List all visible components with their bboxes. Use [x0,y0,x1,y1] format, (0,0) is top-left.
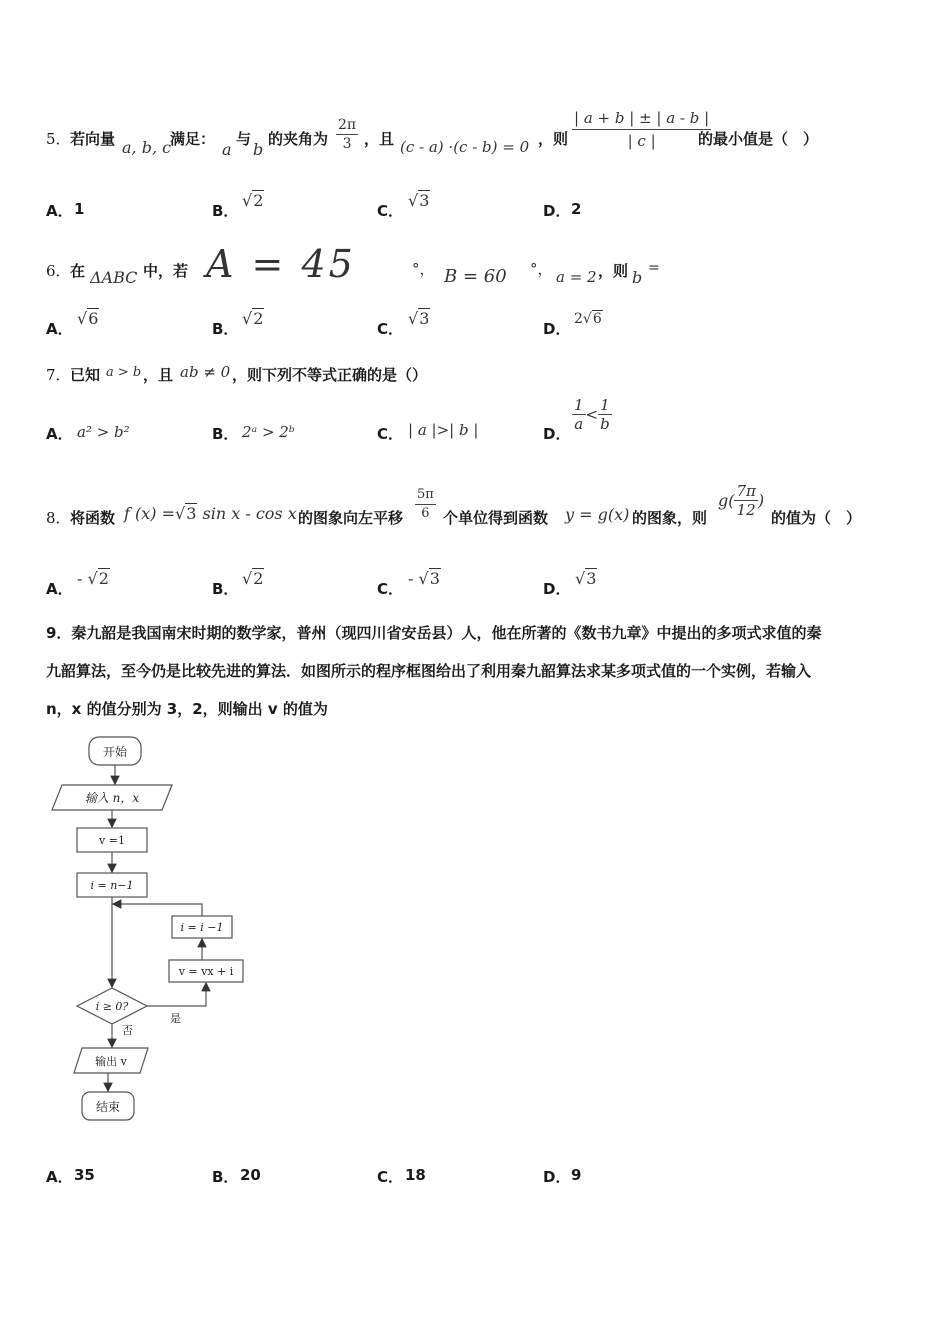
q8-option-c-value: - √3 [408,569,440,588]
q5-option-d-label: D． [543,202,571,220]
q8-text-2: 的图象向左平移 [298,509,404,527]
q7-d-relation: < [585,405,599,424]
q6-number: 6． [46,262,71,280]
q8-option-d-radicand: 3 [586,569,597,588]
q7-option-d-label: D． [543,425,571,443]
flow-input-label: 输入 n，x [84,791,140,805]
q8-function: f (x) =√3 sin x - cos x [124,504,297,523]
q5-option-b-value: √2 [242,191,264,210]
q8-option-a-label: A． [46,580,73,598]
q6-option-c-value: √3 [408,309,430,328]
flow-end-label: 结束 [95,1100,121,1114]
q7-d-numerator-2: 1 [598,396,612,415]
q5-option-d-value: 2 [571,200,582,218]
flow-start-label: 开始 [102,745,128,759]
q7-d-numerator-1: 1 [574,396,584,414]
q8-g-close: ) [757,491,765,510]
q9-option-d-value: 9 [571,1166,582,1184]
q5-option-a-label: A． [46,202,73,220]
q5-option-b-radicand: 2 [253,191,264,210]
q6-option-d-radicand: 6 [592,311,602,327]
q5-text-3: 与 [236,130,252,148]
q5-text-6: ，则 [538,130,569,148]
flow-v-init-label: v =1 [99,834,125,847]
q6-option-b-label: B． [212,320,239,338]
q6-option-a-radicand: 6 [88,309,99,328]
q7-option-d-value [572,396,612,433]
q6-angle-a: A = 45 [206,242,356,286]
q9-option-b-value: 20 [240,1166,261,1184]
q6-side-a: a = 2 [556,268,597,286]
q7-condition-1: a > b [106,365,142,380]
q7-d-denominator-2: b [600,415,610,433]
flow-i-init-label: i = n−1 [90,879,134,892]
q9-flowchart [40,730,260,1130]
q6-option-c-radicand: 3 [419,309,430,328]
q7-option-c-label: C． [377,425,404,443]
q9-option-c-value: 18 [405,1166,426,1184]
q8-option-a-value: - √2 [77,569,109,588]
q6-option-d-coef: 2 [574,311,583,327]
q8-text-4: 的图象，则 [632,509,708,527]
q5-option-b-label: B． [212,202,239,220]
q8-shift-denominator: 6 [421,506,430,521]
q5-condition: (c - a) ·(c - b) = 0 [400,138,530,156]
q8-g-value [718,482,764,519]
q5-option-c-value: √3 [408,191,430,210]
q8-number: 8． [46,509,71,527]
q7-text-3: ，则下列不等式正确的是（） [232,366,428,384]
q8-shift-fraction [415,486,436,523]
q6-option-d-label: D． [543,320,571,338]
q5-text-1: 若向量 [70,130,116,148]
q8-g-numerator: 7π [736,482,756,500]
q8-option-a-sign: - [77,569,83,588]
q7-option-b-value: 2ᵃ > 2ᵇ [242,423,295,441]
q8-function-radicand: 3 [186,504,197,523]
flow-v-update-label: v = vx + i [178,965,234,978]
q6-angle-b: B = 60 [444,266,507,287]
q5-angle-numerator: 2π [338,117,357,133]
flow-i-dec-label: i = i −1 [180,921,224,934]
q8-function-lhs: f (x) = [124,504,176,523]
q8-option-b-radicand: 2 [253,569,264,588]
q8-option-d-label: D． [543,580,571,598]
flow-no-label: 否 [122,1024,133,1037]
q8-text-3: 个单位得到函数 [443,509,549,527]
q8-g-denominator: 12 [736,501,756,519]
q6-option-a-value: √6 [77,309,99,328]
q8-option-b-value: √2 [242,569,264,588]
q8-g-open: g( [718,491,735,510]
q9-option-a-value: 35 [74,1166,95,1184]
q9-option-c-label: C． [377,1168,404,1186]
flow-arrow-loop [113,904,202,916]
q5-angle-denominator: 3 [342,136,352,152]
q9-option-b-label: B． [212,1168,239,1186]
q6-option-b-radicand: 2 [253,309,264,328]
q5-angle-fraction [336,116,358,153]
q8-text-1: 将函数 [70,509,116,527]
q5-expression-denominator: | c | [627,132,656,150]
q5-text-4: 的夹角为 [268,130,329,148]
q9-line-3: n，x 的值分别为 3，2，则输出 v 的值为 [46,700,328,718]
q8-option-a-radicand: 2 [98,569,109,588]
q7-number: 7． [46,366,71,384]
q7-option-a-label: A． [46,425,73,443]
q6-option-b-value: √2 [242,309,264,328]
q6-degree-1: °， [412,260,435,278]
flow-condition-label: i ≥ 0? [95,1000,129,1013]
q5-number: 5． [46,130,71,148]
flow-output-label: 输出 v [95,1055,127,1068]
q9-line-1: 9．秦九韶是我国南宋时期的数学家，普州（现四川省安岳县）人，他在所著的《数书九章》中提出的多项式求值的秦 [46,624,822,642]
q5-option-c-radicand: 3 [419,191,430,210]
q7-condition-2: ab ≠ 0 [180,363,231,381]
q6-text-1: 在 [70,262,86,280]
q8-text-5: 的值为（ ） [771,509,862,527]
q8-option-c-label: C． [377,580,404,598]
q5-option-a-value: 1 [74,200,85,218]
q7-option-a-value: a² > b² [77,423,130,441]
q6-var-b: b [632,268,643,287]
q8-shift-numerator: 5π [415,486,436,505]
q6-triangle: ΔABC [90,268,138,287]
q8-function-rhs: sin x - cos x [202,504,297,523]
q5-var-a: a [222,140,232,159]
q6-option-d-value: 2√6 [574,311,602,327]
q6-option-c-label: C． [377,320,404,338]
q5-text-2: 满足： [170,130,216,148]
flow-yes-label: 是 [170,1012,181,1025]
q8-option-b-label: B． [212,580,239,598]
q5-expression-fraction [572,107,711,152]
q7-option-c-value: | a |>| b | [408,421,479,439]
q8-option-d-value: √3 [575,569,597,588]
q8-g-function: y = g(x) [565,505,630,524]
q5-text-5: ，且 [364,130,395,148]
q6-text-2: 中，若 [143,262,189,280]
q8-option-c-sign: - [408,569,414,588]
q9-option-a-label: A． [46,1168,73,1186]
flow-arrow-yes [147,983,206,1006]
q9-option-d-label: D． [543,1168,571,1186]
q5-text-7: 的最小值是（ ） [698,130,819,148]
q6-equals: = [648,260,660,276]
q7-d-denominator-1: a [574,415,584,433]
q5-expression-numerator: | a + b | ± | a - b | [572,107,711,130]
q7-text-2: ，且 [143,366,174,384]
q9-line-2: 九韶算法，至今仍是比较先进的算法．如图所示的程序框图给出了利用秦九韶算法求某多项式值的一个实例，若输入 [46,662,812,680]
q5-option-c-label: C． [377,202,404,220]
q8-option-c-radicand: 3 [429,569,440,588]
q6-degree-2: °， [530,260,553,278]
q5-vars: a, b, c [122,138,172,157]
q7-text-1: 已知 [70,366,101,384]
q6-option-a-label: A． [46,320,73,338]
q5-var-b: b [253,140,264,159]
q6-text-3: ，则 [598,262,629,280]
q7-option-b-label: B． [212,425,239,443]
